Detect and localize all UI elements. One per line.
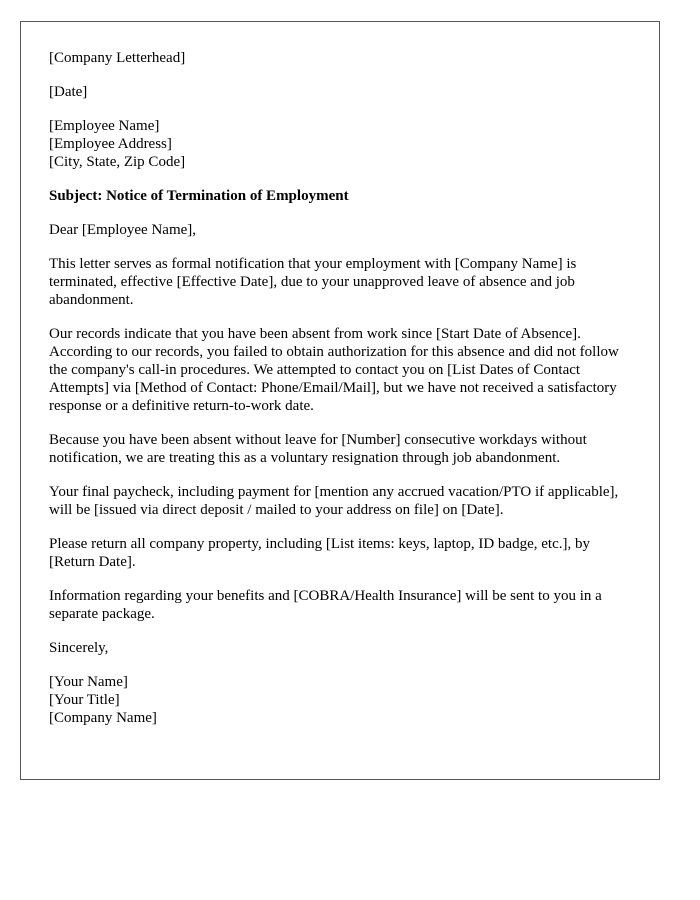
signer-company: [Company Name] xyxy=(49,710,157,726)
recipient-address: [Employee Address] xyxy=(49,136,172,152)
signature-block xyxy=(49,673,635,727)
paragraph-company-property: Please return all company property, including [List items: keys, laptop, ID badge, etc.], by [Return Date]. xyxy=(49,536,590,570)
salutation: Dear [Employee Name], xyxy=(49,222,197,238)
closing: Sincerely, xyxy=(49,640,109,656)
recipient-name: [Employee Name] xyxy=(49,118,160,134)
recipient-city-state-zip: [City, State, Zip Code] xyxy=(49,154,186,170)
paragraph-absence-record: Our records indicate that you have been absent from work since [Start Date of Absence]. According to our records, you failed to obtain authorization for this absence and did not follow the company's call-in procedures. We attempted to contact you on [List Dates of Contact Attempts] via [Method of Contact: Phone/Email/Mail], but we have not received a satisfactory response or a definitive return-to-work date. xyxy=(49,326,619,414)
subject-line: Subject: Notice of Termination of Employment xyxy=(49,188,349,204)
signer-title: [Your Title] xyxy=(49,692,120,708)
signer-name: [Your Name] xyxy=(49,674,128,690)
paragraph-benefits: Information regarding your benefits and [COBRA/Health Insurance] will be sent to you in a separate package. xyxy=(49,588,602,622)
letter-date: [Date] xyxy=(49,84,88,100)
letter-page xyxy=(20,21,660,780)
recipient-block xyxy=(49,117,635,171)
paragraph-final-paycheck: Your final paycheck, including payment for [mention any accrued vacation/PTO if applicable], will be [issued via direct deposit / mailed to your address on file] on [Date]. xyxy=(49,484,619,518)
paragraph-termination-notice: This letter serves as formal notification that your employment with [Company Name] is terminated, effective [Effective Date], due to your unapproved leave of absence and job abandonment. xyxy=(49,256,577,308)
paragraph-job-abandonment: Because you have been absent without leave for [Number] consecutive workdays without notification, we are treating this as a voluntary resignation through job abandonment. xyxy=(49,432,587,466)
company-letterhead: [Company Letterhead] xyxy=(49,50,186,66)
letter-body xyxy=(49,49,635,743)
